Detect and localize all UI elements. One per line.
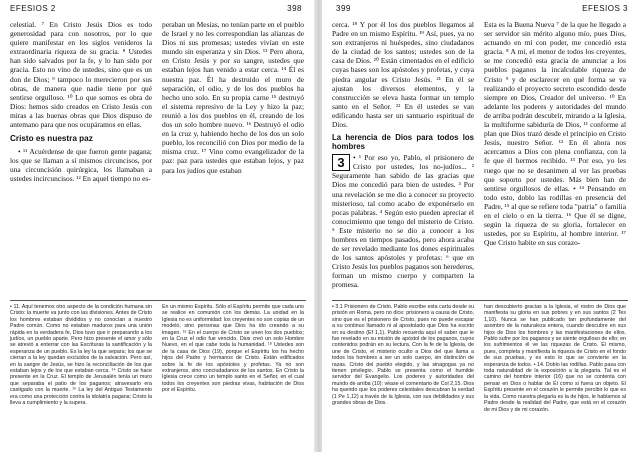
right-page-number: 399: [336, 4, 351, 13]
right-footnote-divider: [332, 300, 628, 301]
right-footnotes-col1: [332, 304, 474, 407]
chapter-3-opening-text: • ¹ Por eso yo, Pablo, el prisionero de Cristo por ustedes, los no-judíos... ² Seguramente han sabido de las gracias que Dios me concedió para bien de ustedes. ³ Por una revelación se me dio a conocer su proyecto misterioso, tal como acabo de exponérselo en pocas palabras. ⁴ Según esto pueden apreciar el conocimiento que tengo del misterio de Cristo. ⁵ Este misterio no se dio a conocer a los hombres en tiempos pasados, pero ahora acaba de ser revelado mediante los dones espirituales de los santos apóstoles y profetas: ⁶ que en Cristo Jesús los pueblos paganos son herederos, forman un mismo cuerpo y comparten la promesa.: [332, 153, 474, 290]
right-footnote-text-1: • 3.1 Prisionero de Cristo. Pablo escribe esta carta desde su prisión en Roma, pero no dice: prisionero a causa de Cristo, sino que es el prisionero de Cristo, pues no puede escapar a su continuo llamado ni al apostolado que Dios ha escrito en su destino (Ef 1,1). Pablo recuerda aquí el saber que le fue revelado en su misión de apóstol de los paganos, cuyos contenidos podrán en su lectura. Con la fe de la Iglesia, de une de Cristo, el misterio oculto a Dios del que llama a todos los hombres a ser un solo cuerpo, sin distinción de razas. Cristo del pueblo elegido, y las sinagogas ya no tienen privilegio. Pablo se presenta como el humilde servidor del Evangelio. Los poderes y autoridades del mundo de arriba (10): véase el comentario de Col 2,15. Dios ha querido que los poderes celestiales descubran la verdad (1 Pe 1,12) a través de la Iglesia, con sus debilidades y sus grandes obras de Dios.: [332, 304, 474, 407]
right-col1-text-after: [332, 153, 474, 289]
left-page: [0, 0, 316, 452]
right-col1-text: cerca. ¹⁸ Y por él los dos pueblos llegamos al Padre en un mismo Espíritu. ¹⁹ Así, pues, ya no son extranjeros ni huéspedes, sino ciudadanos de la ciudad de los santos; ustedes son de la casa de Dios. ²⁰ Están cimentados en el edificio cuyas bases son los apóstoles y profetas, y cuya piedra angular es Cristo Jesús. ²¹ En él se ajustan los diversos elementos, y la construcción se eleva hasta formar un templo santo en el Señor. ²² En él ustedes se van edificando hasta ser un santuario espiritual de Dios.: [332, 20, 474, 130]
left-footnote-divider: [10, 300, 306, 301]
right-page: [322, 0, 638, 452]
left-col1-text: celestial. ⁷ En Cristo Jesús Dios es todo generosidad para con nosotros, por lo que quiere manifestar en los siglos venideros la extraordinaria riqueza de su gracia. ⁸ Ustedes han sido salvados por la fe, y lo han sido por gracia. Esto no vino de ustedes, sino que es un don de Dios; ⁹ tampoco lo merecieron por sus obras, de manera que nadie tiene por qué sentirse orgulloso. ¹⁰ Lo que somos es obra de Dios: hemos sido creados en Cristo Jesús con miras a las buenas obras que Dios dispuso de antemano para que nos ocupáramos en ellas.: [10, 20, 152, 130]
left-book-title: EFESIOS 2: [10, 4, 56, 13]
left-footnote-text-2: En un mismo Espíritu. Sólo el Espíritu permite que cada uno se realice en comunión con los demás. La unidad en la Iglesia no es uniformidad: los creyentes no son copias de un modelo, sino personas que Dios ha ido creando a su imagen. ¹⁶ En el cuerpo de Cristo se unen los dos pueblos; en la Cruz el odio fue vencido. Dios creó un solo Hombre Nuevo, en el que cabe toda la humanidad. ¹⁸ Ustedes son de la casa de Dios (19), porque el Espíritu los ha hecho hijos del Padre y hermanos de Cristo. Están edificados sobre la fe de los apóstoles y profetas. Ya no son extranjeros, sino conciudadanos de los santos. En Cristo la Iglesia crece como un templo santo en el Señor, en el cual todos los creyentes son piedras vivas, habitación de Dios por el Espíritu.: [162, 304, 304, 394]
right-col2-text: Esta es la Buena Nueva ⁷ de la que he llegado a ser servidor sin mérito alguno mío, pues Dios, actuando en mí con poder, me concedió esta gracia. ⁸ A mí, el menor de todos los creyentes, se me concedió esta gracia de anunciar a los pueblos paganos la incalculable riqueza de Cristo ⁹ y de esclarecer en qué forma se va realizando el proyecto secreto escondido desde siempre en Dios, Creador del universo. ¹⁰ En adelante los poderes y autoridades del mundo de arriba podrán descubrir, mirando a la Iglesia, la multiforme sabiduría de Dios, ¹¹ conforme al plan que Dios trazó desde el principio en Cristo Jesús, nuestro Señor. ¹² En él ahora nos acercamos a Dios con plena confianza, con la fe que él hermos recibido. ¹³ Por eso, yo les ruego que no se desanimen al ver las pruebas que soporto por ustedes. Más bien han de sentirse orgullosos de ellas. • ¹⁴ Pensando en todo esto, doblo las rodillas en presencia del Padre, ¹⁵ al que se refiere toda "patria" o familia en el cielo o en la tierra. ¹⁶ Que él se digne, según la riqueza de su gloria, fortalecer en ustedes, por su Espíritu, al hombre interior. ¹⁷ Que Cristo habite en sus corazo-: [484, 20, 626, 248]
left-col2-text: peraban un Mesías, no tenían parte en el pueblo de Israel y no les correspondían las alianzas de Dios ni sus promesas; ustedes vivían en este mundo sin esperanza y sin Dios. ¹³ Pero ahora, en Cristo Jesús y por su sangre, ustedes que estaban lejos han venido a estar cerca. ¹⁴ Él es nuestra paz. Él ha destruido el muro de separación, el odio, y de los dos pueblos ha hecho uno solo. En su propia carne ¹⁵ destruyó el sistema represivo de la Ley y hizo la paz; reunió a los dos pueblos en él, creando de los dos un solo hombre nuevo. ¹⁶ Destruyó el odio en la cruz y, habiendo hecho de los dos un solo pueblo, los reconcilió con Dios por medio de la misma cruz. ¹⁷ Vino como evangelizador de la paz: paz para ustedes que estaban lejos, y paz para los judíos que estaban: [162, 20, 304, 175]
section-heading-cristo-paz: Cristo es nuestra paz: [10, 134, 93, 144]
chapter-number-badge: 3: [332, 154, 350, 171]
right-book-title: EFESIOS 3: [582, 4, 628, 13]
right-page-header: [332, 4, 628, 16]
section-heading-herencia: La herencia de Dios para todos los hombres: [332, 133, 474, 152]
right-footnote-text-2: han descubierto gracias a la Iglesia, el rostro de Dios que manifiesta su gloria en sus pobres y en sus santos (2 Tes 1,10). Nunca se han publicado tan profundamente del asombro de la naturaleza entera, cuando descubre en sus hijos de Dios los hombres y las manifestaciones de ellos. Pablo sufre por los paganos y se siente orgulloso de ello; en los sufrimientos él ve las riquezas de Cristo. Él mismo, pues, completa y manifiesta la riqueza de Cristo en el fondo de sus pruebas, y es esto lo que se convierte en la esperanza de todos. • 14. Doblo las rodillas. Pablo pasa con toda naturalidad de la exposición a la plegaria. Tal es el camino del hombre interior (16) que no se contenta con pensar en Dios o hablar de Él como si fuera un objeto. El Espíritu presente en el corazón le permite percibir lo que es la vida. Como nuestra plegaria es la de hijos, le hablamos al Padre desde la realidad del Padre, que está en el corazón de mi Dios y de mi corazón.: [484, 304, 626, 413]
left-footnotes-col2: [162, 304, 304, 394]
right-footnotes-col2: [484, 304, 626, 413]
left-column-1: [10, 20, 152, 183]
left-page-header: [10, 4, 306, 16]
left-column-2: [162, 20, 304, 175]
left-col1-text-after: • ¹¹ Acuérdense de que fueron gente pagana; los que se llaman a sí mismos circuncisos, por una circuncisión quirúrgica, los llamaban a ustedes incircuncisos. ¹² En aquel tiempo no es-: [10, 146, 152, 183]
left-page-number: 398: [287, 4, 302, 13]
left-footnote-text-1: • 11. Aquí tenemos otro aspecto de la condición humana sin Cristo: la muerte va junto con las divisiones. Antes de Cristo los hombres estaban divididos y no conocían a nuestro Padre común. Como no estaban maduros para una unión rápida en la verdadera fe, Dios tuvo que ir preparando a los judíos, un pueblo aparte. Pero hizo presente el amor y sólo se atrevió a enterrar con las Escrituras la santificación y la esperanza de un pueblo. Es la ley la que separa; los que se cierran a la ley quedan excluidos de la salvación. Pero así, en la sangre de Jesús, se hizo la reconciliación de los que estaban lejos y de los que estaban cerca. ¹⁴ Cristo se hace presente en la Cruz. El templo de Jerusalén tenía un muro que separaba el patio de los paganos; atravesarlo era castigado con la muerte. ¹⁵ La ley del Antiguo Testamento era como una protección contra la idolatría pagana; Cristo la lleva a cumplimiento y la supera.: [10, 304, 152, 407]
left-footnotes-col1: [10, 304, 152, 407]
right-column-1: [332, 20, 474, 290]
right-column-2: [484, 20, 626, 247]
